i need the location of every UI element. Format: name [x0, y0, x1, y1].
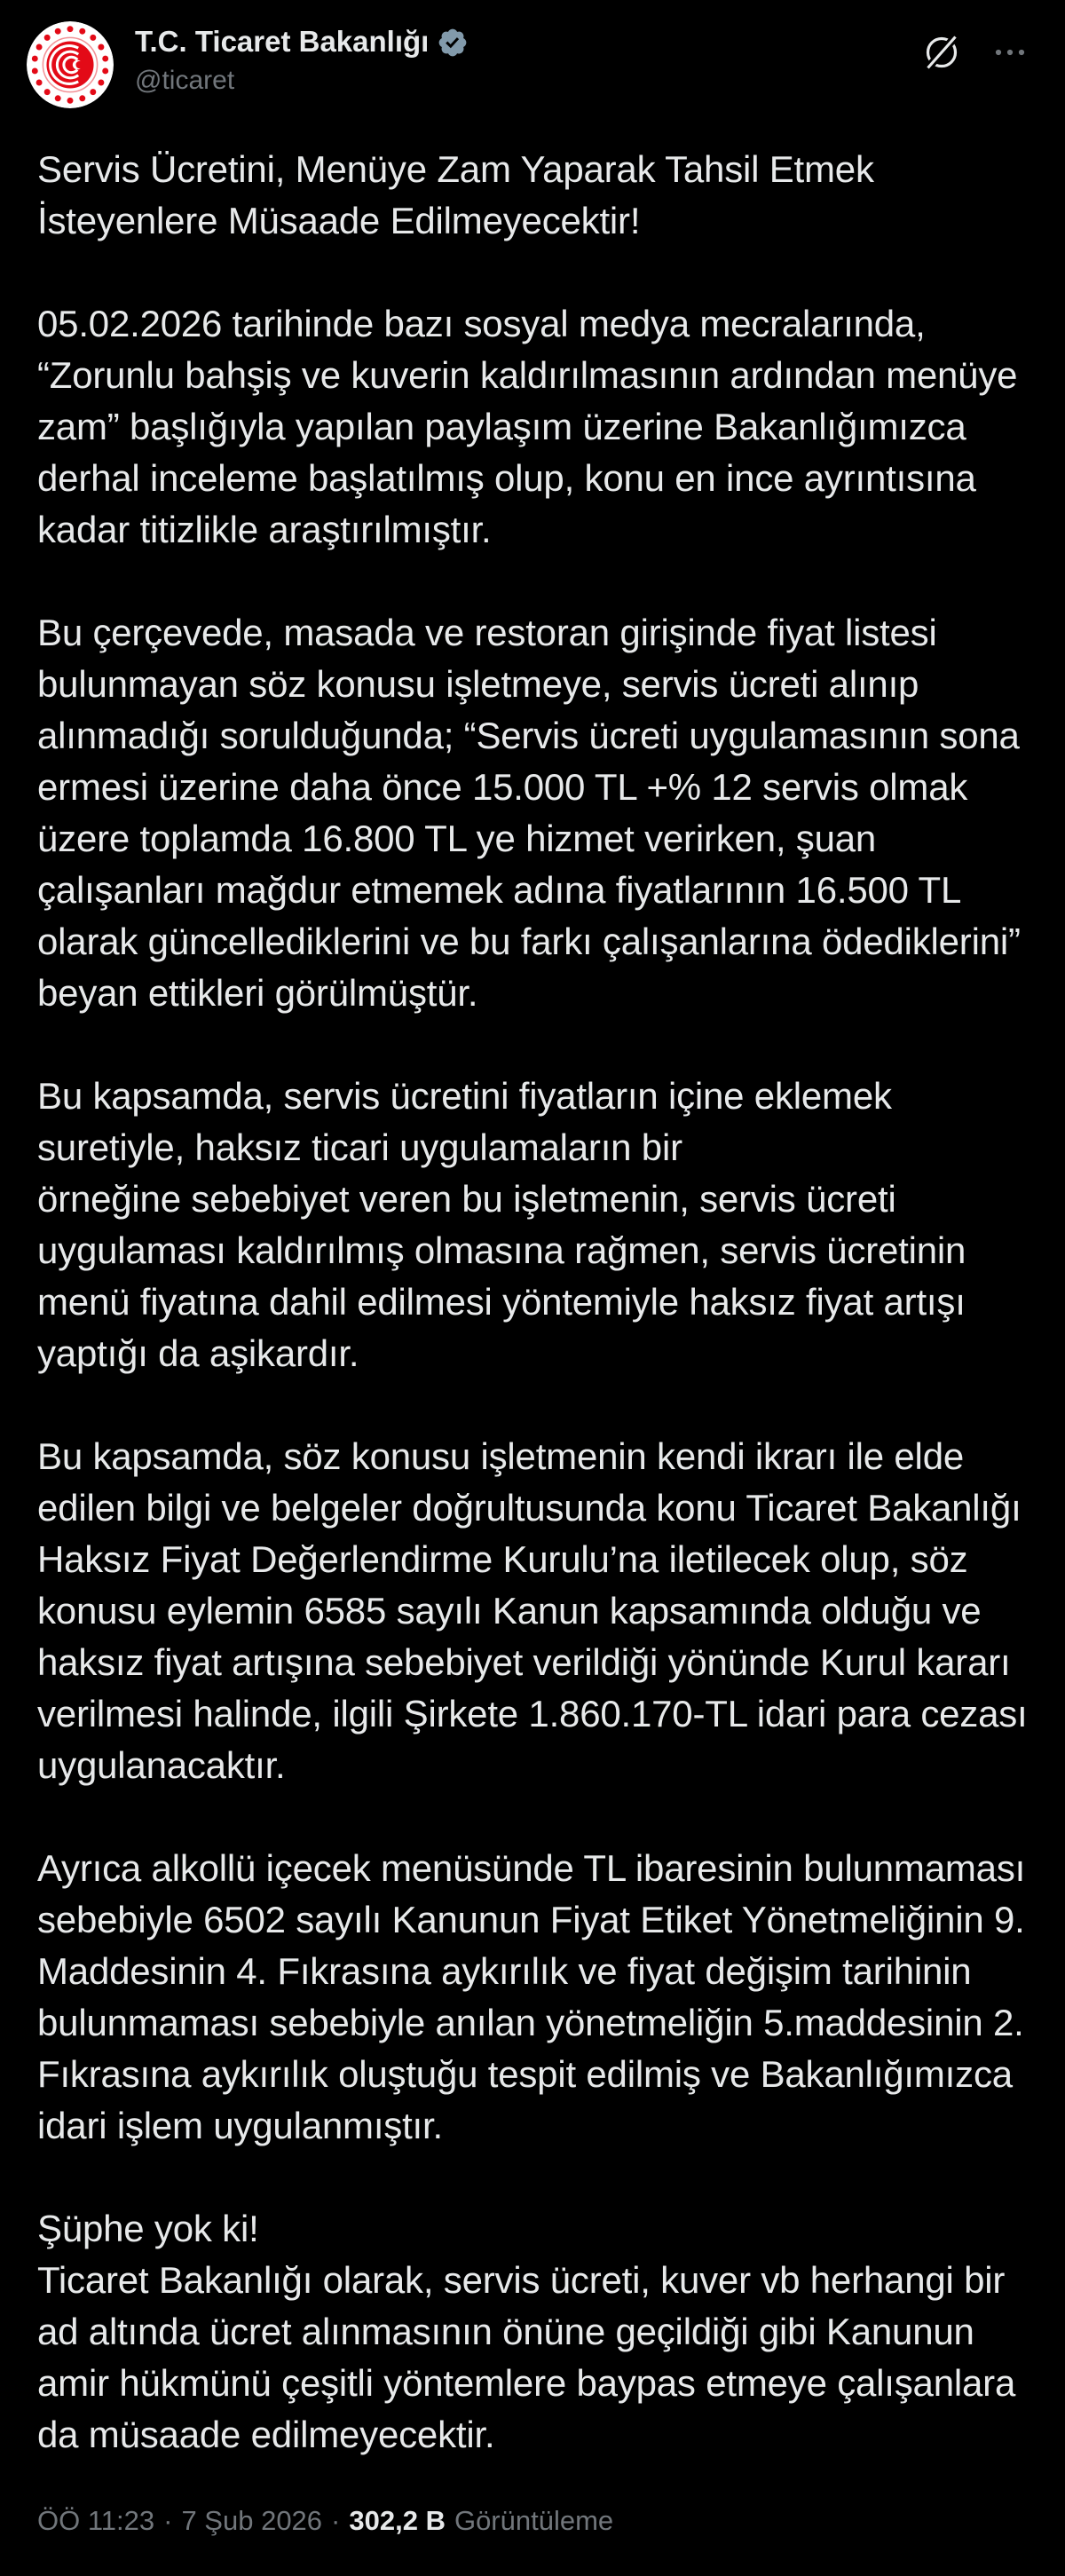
- timestamp-date: 7 Şub 2026: [181, 2505, 323, 2536]
- tweet-paragraph: [37, 2203, 1030, 2461]
- tweet-text-line: Ticaret Bakanlığı olarak, servis ücreti, kuver vb herhangi bir: [37, 2259, 1006, 2301]
- tweet-text-line: konusu eylemin 6585 sayılı Kanun kapsamında olduğu ve: [37, 1590, 982, 1632]
- display-name: T.C. Ticaret Bakanlığı: [135, 25, 430, 58]
- footer-separator: ·: [331, 2505, 341, 2536]
- tweet-text-line: bulunmayan söz konusu işletmeye, servis ücreti alınıp: [37, 663, 919, 705]
- tweet-text-line: çalışanları mağdur etmemek adına fiyatlarının 16.500 TL: [37, 869, 962, 911]
- tweet-text-line: üzere toplamda 16.800 TL ye hizmet verirken, şuan: [37, 818, 877, 859]
- tweet-text-line: verilmesi halinde, ilgili Şirkete 1.860.170-TL idari para cezası: [37, 1693, 1028, 1734]
- verified-government-badge-icon: [437, 27, 469, 59]
- tweet-text-line: bulunmaması sebebiyle anılan yönetmeliğin 5.maddesinin 2.: [37, 2002, 1024, 2043]
- tweet-paragraph: [37, 1843, 1030, 2152]
- handle[interactable]: @ticaret: [135, 66, 235, 95]
- header-actions: [921, 21, 1030, 75]
- tweet-text-line: örneğine sebebiyet veren bu işletmenin, servis ücreti: [37, 1178, 896, 1220]
- ministry-logo-icon: [27, 21, 114, 108]
- views-label: Görüntüleme: [454, 2505, 614, 2536]
- tweet-text-line: Maddesinin 4. Fıkrasına aykırılık ve fiyat değişim tarihinin: [37, 1950, 972, 1992]
- tweet-text-line: olarak güncellediklerini ve bu farkı çalışanlarına ödediklerini”: [37, 921, 1021, 962]
- tweet-paragraph: [37, 607, 1030, 1019]
- tweet-text-line: Şüphe yok ki!: [37, 2208, 259, 2249]
- tweet-text-line: Bu kapsamda, söz konusu işletmenin kendi ikrarı ile elde: [37, 1435, 965, 1477]
- more-ellipsis-icon: [992, 35, 1028, 70]
- tweet-text-line: derhal inceleme başlatılmış olup, konu en ince ayrıntısına: [37, 457, 976, 499]
- tweet-text-line: Bu çerçevede, masada ve restoran girişinde fiyat listesi: [37, 612, 937, 653]
- tweet-footer: [37, 2503, 1030, 2539]
- tweet-text-line: Fıkrasına aykırılık oluştuğu tespit edilmiş ve Bakanlığımızca: [37, 2053, 1013, 2095]
- tweet-text-line: da müsaade edilmeyecektir.: [37, 2414, 495, 2455]
- tweet-text-line: amir hükmünü çeşitli yöntemlere baypas etmeye çalışanlara: [37, 2362, 1016, 2404]
- tweet-text: [37, 144, 1030, 2461]
- tweet-text-line: “Zorunlu bahşiş ve kuverin kaldırılmasının ardından menüye: [37, 354, 1018, 396]
- tweet-text-line: Haksız Fiyat Değerlendirme Kurulu’na iletilecek olup, söz: [37, 1538, 968, 1580]
- tweet-text-line: Servis Ücretini, Menüye Zam Yaparak Tahsil Etmek: [37, 148, 874, 190]
- tweet-text-line: idari işlem uygulanmıştır.: [37, 2105, 443, 2146]
- tweet-paragraph: [37, 144, 1030, 247]
- grok-slash-circle-icon: [921, 32, 962, 73]
- footer-separator: ·: [163, 2505, 173, 2536]
- timestamp-time: ÖÖ 11:23: [37, 2505, 155, 2536]
- grok-button[interactable]: [921, 32, 962, 75]
- tweet-text-line: beyan ettikleri görülmüştür.: [37, 972, 478, 1014]
- tweet-text-line: edilen bilgi ve belgeler doğrultusunda konu Ticaret Bakanlığı: [37, 1487, 1022, 1529]
- tweet-text-line: alınmadığı sorulduğunda; “Servis ücreti uygulamasının sona: [37, 715, 1020, 756]
- identity-block: [135, 21, 469, 98]
- tweet-text-line: Bu kapsamda, servis ücretini fiyatların içine eklemek: [37, 1075, 892, 1117]
- display-name-row[interactable]: [135, 23, 469, 60]
- tweet-text-line: 05.02.2026 tarihinde bazı sosyal medya mecralarında,: [37, 303, 926, 344]
- tweet-text-line: uygulanacaktır.: [37, 1744, 286, 1786]
- tweet-text-line: Ayrıca alkollü içecek menüsünde TL ibaresinin bulunmaması: [37, 1847, 1026, 1889]
- tweet-paragraph: [37, 1071, 1030, 1379]
- tweet-text-line: kadar titizlikle araştırılmıştır.: [37, 509, 492, 550]
- tweet-text-line: ad altında ücret alınmasının önüne geçildiği gibi Kanunun: [37, 2311, 974, 2352]
- tweet-paragraph: [37, 298, 1030, 556]
- avatar[interactable]: [27, 21, 114, 108]
- tweet-paragraph: [37, 1431, 1030, 1791]
- tweet-text-line: uygulaması kaldırılmış olmasına rağmen, servis ücretinin: [37, 1229, 966, 1271]
- more-button[interactable]: [992, 35, 1028, 73]
- tweet-header: [37, 21, 1030, 108]
- tweet-text-line: menü fiyatına dahil edilmesi yöntemiyle haksız fiyat artışı: [37, 1281, 966, 1323]
- tweet-text-line: İsteyenlere Müsaade Edilmeyecektir!: [37, 200, 641, 241]
- views-count: 302,2 B: [349, 2505, 446, 2536]
- tweet-text-line: suretiyle, haksız ticari uygulamaların bir: [37, 1126, 682, 1168]
- tweet-text-line: yaptığı da aşikardır.: [37, 1332, 359, 1374]
- tweet-text-line: zam” başlığıyla yapılan paylaşım üzerine Bakanlığımızca: [37, 406, 966, 447]
- tweet-text-line: haksız fiyat artışına sebebiyet verildiği yönünde Kurul kararı: [37, 1641, 1011, 1683]
- tweet-text-line: ermesi üzerine daha önce 15.000 TL +% 12 servis olmak: [37, 766, 968, 808]
- tweet-text-line: sebebiyle 6502 sayılı Kanunun Fiyat Etiket Yönetmeliğinin 9.: [37, 1899, 1025, 1940]
